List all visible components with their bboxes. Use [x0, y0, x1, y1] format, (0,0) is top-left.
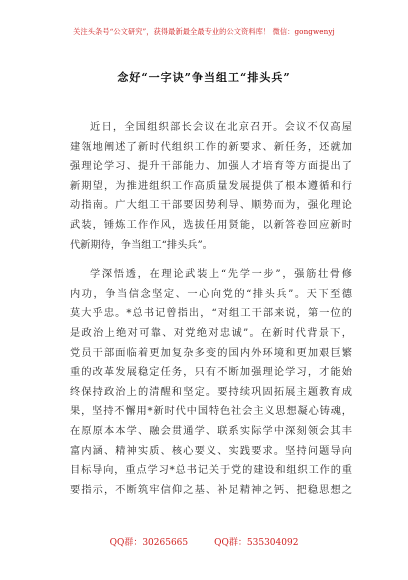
header-banner: 关注头条号“公文研究”，获得最新最全最专业的公文资料库！ 微信：gongwenyj — [73, 27, 335, 36]
body-line: 武装，锤炼工作作风，选拔任用贤能，以新答卷回应新时 — [70, 219, 352, 231]
paragraph-gap — [70, 255, 352, 265]
body-line: 近日，全国组织部长会议在北京召开。会议不仅高屋 — [90, 122, 352, 133]
body-line: 代新期待，争当组工“排头兵”。 — [70, 239, 213, 251]
body-line: 学深悟透，在理论武装上“先学一步”，强筋壮骨修 — [90, 269, 352, 281]
body-line: 终保持政治上的清醒和坚定。要持续巩固拓展主题教育成 — [70, 386, 352, 398]
body-line: 强理论学习、提升干部能力、加强人才培育等方面提出了 — [70, 161, 352, 173]
body-line: 党员干部面临着更加复杂多变的国内外环境和更加艰巨繁 — [70, 347, 352, 359]
document-title: 念好“一字诀”争当组工“排头兵” — [117, 71, 291, 84]
body-line: 果，坚持不懈用*新时代中国特色社会主义思想凝心铸魂， — [70, 406, 352, 418]
body-line: 要指示，不断筑牢信仰之基、补足精神之钙、把稳思想之 — [70, 484, 352, 496]
body-line: 建瓴地阐述了新时代组织工作的新要求、新任务，还就加 — [70, 141, 352, 153]
footer-qq-group-2: QQ群：535304092 — [214, 538, 299, 548]
body-line: 重的改革发展稳定任务，只有不断加强理论学习，才能始 — [70, 367, 352, 379]
body-line: 在原原本本学、融会贯通学、联系实际学中深刻领会其丰 — [70, 425, 352, 437]
footer-contact — [0, 535, 408, 548]
body-line: 内功，争当信念坚定、一心向党的“排头兵”。天下至德 — [70, 288, 352, 300]
body-line: 莫大乎忠。*总书记曾指出，“对组工干部来说，第一位的 — [70, 308, 352, 320]
body-line: 新期望，为推进组织工作高质量发展提供了根本遵循和行 — [70, 180, 352, 192]
body-line: 富内涵、精神实质、核心要义、实践要求。坚持问题导向 — [70, 445, 352, 457]
body-line: 是政治上绝对可靠、对党绝对忠诚”。在新时代背景下， — [70, 327, 352, 339]
body-line: 目标导向，重点学习*总书记关于党的建设和组织工作的重 — [70, 465, 352, 477]
document-body — [70, 118, 352, 500]
footer-qq-group-1: QQ群：30265665 — [109, 538, 189, 548]
body-line: 动指南。广大组工干部要因势利导、顺势而为，强化理论 — [70, 200, 352, 212]
